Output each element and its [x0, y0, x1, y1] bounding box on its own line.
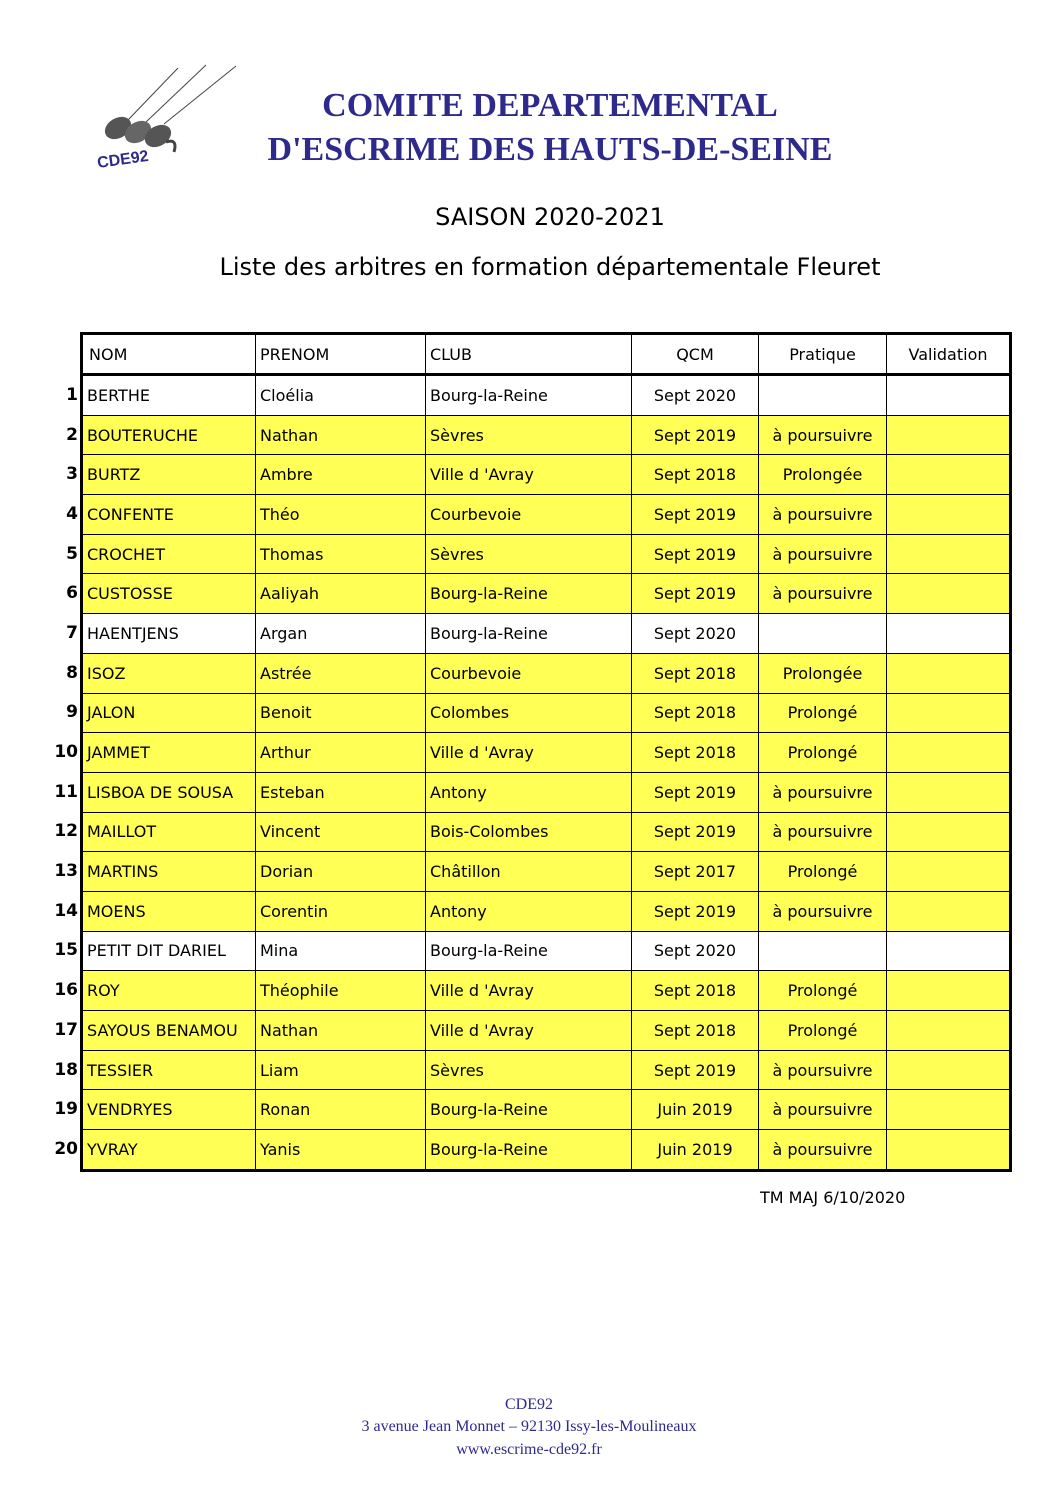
cell-nom: MARTINS	[83, 852, 255, 891]
cell-validation	[886, 1130, 1009, 1169]
row-number: 1	[66, 384, 78, 405]
referees-table	[80, 332, 1012, 1172]
org-title-line2: D'ESCRIME DES HAUTS-DE-SEINE	[267, 131, 833, 168]
cell-qcm: Sept 2020	[631, 614, 758, 653]
table-row	[83, 732, 1009, 772]
cell-club: Bourg-la-Reine	[425, 614, 631, 653]
cell-club: Ville d 'Avray	[425, 733, 631, 772]
table-row	[83, 1010, 1009, 1050]
cell-prenom: Benoit	[255, 694, 425, 733]
cell-club: Bourg-la-Reine	[425, 1130, 631, 1169]
cell-prenom: Ambre	[255, 455, 425, 494]
cell-pratique: à poursuivre	[758, 495, 886, 534]
cell-qcm: Sept 2019	[631, 416, 758, 455]
cell-qcm: Sept 2018	[631, 971, 758, 1010]
row-number: 15	[54, 940, 78, 961]
cell-club: Sèvres	[425, 416, 631, 455]
cell-prenom: Mina	[255, 932, 425, 971]
cell-nom: JAMMET	[83, 733, 255, 772]
cell-validation	[886, 1011, 1009, 1050]
cell-club: Bourg-la-Reine	[425, 574, 631, 613]
cell-qcm: Sept 2018	[631, 733, 758, 772]
cell-qcm: Sept 2019	[631, 495, 758, 534]
cell-validation	[886, 971, 1009, 1010]
cell-prenom: Arthur	[255, 733, 425, 772]
cell-nom: YVRAY	[83, 1130, 255, 1169]
cell-qcm: Sept 2018	[631, 455, 758, 494]
cell-club: Courbevoie	[425, 495, 631, 534]
row-number: 11	[54, 781, 78, 802]
row-number: 12	[54, 821, 78, 842]
row-number: 10	[54, 742, 78, 763]
column-header-pratique: Pratique	[758, 335, 886, 373]
cell-club: Bourg-la-Reine	[425, 1090, 631, 1129]
table-row	[83, 812, 1009, 852]
cell-prenom: Astrée	[255, 654, 425, 693]
cell-nom: ISOZ	[83, 654, 255, 693]
cell-pratique	[758, 376, 886, 415]
row-number: 4	[66, 503, 78, 524]
cell-qcm: Sept 2017	[631, 852, 758, 891]
cell-qcm: Sept 2019	[631, 1051, 758, 1090]
cell-validation	[886, 694, 1009, 733]
cell-nom: ROY	[83, 971, 255, 1010]
row-number: 14	[54, 900, 78, 921]
cell-prenom: Nathan	[255, 416, 425, 455]
cell-validation	[886, 495, 1009, 534]
cell-pratique: à poursuivre	[758, 1130, 886, 1169]
row-number: 9	[66, 702, 78, 723]
column-header-nom: NOM	[83, 335, 255, 373]
cell-pratique	[758, 614, 886, 653]
cell-nom: HAENTJENS	[83, 614, 255, 653]
cell-prenom: Vincent	[255, 813, 425, 852]
cell-qcm: Sept 2019	[631, 813, 758, 852]
cell-validation	[886, 654, 1009, 693]
cell-qcm: Sept 2019	[631, 535, 758, 574]
cell-validation	[886, 932, 1009, 971]
cell-prenom: Ronan	[255, 1090, 425, 1129]
row-number: 17	[54, 1019, 78, 1040]
row-number: 2	[66, 424, 78, 445]
org-title-line1: COMITE DEPARTEMENTAL	[322, 87, 778, 124]
row-number: 5	[66, 543, 78, 564]
cell-club: Bourg-la-Reine	[425, 376, 631, 415]
cell-club: Bourg-la-Reine	[425, 932, 631, 971]
column-header-club: CLUB	[425, 335, 631, 373]
table-row	[83, 415, 1009, 455]
cell-validation	[886, 455, 1009, 494]
cell-pratique: à poursuivre	[758, 574, 886, 613]
row-number: 20	[54, 1138, 78, 1159]
cell-nom: TESSIER	[83, 1051, 255, 1090]
table-row	[83, 1050, 1009, 1090]
cell-prenom: Argan	[255, 614, 425, 653]
table-row	[83, 1129, 1009, 1169]
cell-pratique: à poursuivre	[758, 892, 886, 931]
footer-website[interactable]: www.escrime-cde92.fr	[456, 1441, 602, 1458]
cell-qcm: Sept 2018	[631, 694, 758, 733]
cell-pratique: à poursuivre	[758, 1090, 886, 1129]
row-number: 6	[66, 583, 78, 604]
cell-nom: MAILLOT	[83, 813, 255, 852]
cell-nom: BERTHE	[83, 376, 255, 415]
row-number: 3	[66, 464, 78, 485]
column-header-prenom: PRENOM	[255, 335, 425, 373]
cell-qcm: Sept 2018	[631, 1011, 758, 1050]
cell-pratique: à poursuivre	[758, 1051, 886, 1090]
cell-nom: LISBOA DE SOUSA	[83, 773, 255, 812]
table-row	[83, 693, 1009, 733]
cell-prenom: Esteban	[255, 773, 425, 812]
cell-nom: BURTZ	[83, 455, 255, 494]
cell-qcm: Sept 2019	[631, 574, 758, 613]
cell-pratique: Prolongé	[758, 694, 886, 733]
cell-prenom: Nathan	[255, 1011, 425, 1050]
cell-club: Antony	[425, 892, 631, 931]
cell-nom: VENDRYES	[83, 1090, 255, 1129]
cell-club: Ville d 'Avray	[425, 971, 631, 1010]
cell-prenom: Dorian	[255, 852, 425, 891]
cell-pratique: à poursuivre	[758, 416, 886, 455]
cell-nom: PETIT DIT DARIEL	[83, 932, 255, 971]
cell-qcm: Sept 2020	[631, 932, 758, 971]
cell-validation	[886, 614, 1009, 653]
cell-club: Sèvres	[425, 535, 631, 574]
cell-club: Antony	[425, 773, 631, 812]
cell-prenom: Corentin	[255, 892, 425, 931]
table-row	[83, 573, 1009, 613]
cell-qcm: Sept 2019	[631, 892, 758, 931]
cell-validation	[886, 1090, 1009, 1129]
cell-club: Sèvres	[425, 1051, 631, 1090]
season-title: SAISON 2020-2021	[435, 203, 665, 231]
cell-club: Colombes	[425, 694, 631, 733]
table-row	[83, 931, 1009, 971]
cell-pratique: Prolongé	[758, 852, 886, 891]
cell-qcm: Juin 2019	[631, 1130, 758, 1169]
update-note: TM MAJ 6/10/2020	[760, 1188, 906, 1207]
cell-pratique: Prolongé	[758, 1011, 886, 1050]
cell-club: Châtillon	[425, 852, 631, 891]
cell-pratique: Prolongée	[758, 654, 886, 693]
table-row	[83, 534, 1009, 574]
cell-qcm: Sept 2018	[631, 654, 758, 693]
cell-nom: CONFENTE	[83, 495, 255, 534]
cell-validation	[886, 376, 1009, 415]
cell-pratique: Prolongée	[758, 455, 886, 494]
cell-nom: BOUTERUCHE	[83, 416, 255, 455]
cell-prenom: Théo	[255, 495, 425, 534]
cell-club: Ville d 'Avray	[425, 455, 631, 494]
row-number: 8	[66, 662, 78, 683]
cell-pratique: à poursuivre	[758, 773, 886, 812]
column-header-validation: Validation	[886, 335, 1009, 373]
footer-org: CDE92	[505, 1396, 553, 1413]
table-row	[83, 891, 1009, 931]
list-subtitle: Liste des arbitres en formation départementale Fleuret	[219, 253, 881, 281]
cell-nom: CROCHET	[83, 535, 255, 574]
cell-qcm: Sept 2020	[631, 376, 758, 415]
row-number: 13	[54, 861, 78, 882]
row-numbers	[40, 375, 78, 1169]
cell-prenom: Thomas	[255, 535, 425, 574]
row-number: 18	[54, 1059, 78, 1080]
cell-club: Bois-Colombes	[425, 813, 631, 852]
column-header-qcm: QCM	[631, 335, 758, 373]
cell-validation	[886, 733, 1009, 772]
table-row	[83, 613, 1009, 653]
cell-nom: MOENS	[83, 892, 255, 931]
cell-pratique	[758, 932, 886, 971]
cell-validation	[886, 892, 1009, 931]
row-number: 19	[54, 1099, 78, 1120]
cell-club: Ville d 'Avray	[425, 1011, 631, 1050]
cell-validation	[886, 416, 1009, 455]
cell-pratique: à poursuivre	[758, 813, 886, 852]
table-row	[83, 772, 1009, 812]
table-row	[83, 851, 1009, 891]
table-row	[83, 970, 1009, 1010]
cell-pratique: à poursuivre	[758, 535, 886, 574]
cell-qcm: Sept 2019	[631, 773, 758, 812]
cell-club: Courbevoie	[425, 654, 631, 693]
cell-prenom: Cloélia	[255, 376, 425, 415]
table-row	[83, 454, 1009, 494]
cell-validation	[886, 852, 1009, 891]
table-row	[83, 494, 1009, 534]
cell-nom: CUSTOSSE	[83, 574, 255, 613]
cell-validation	[886, 535, 1009, 574]
table-row	[83, 1089, 1009, 1129]
cell-validation	[886, 773, 1009, 812]
footer-address: 3 avenue Jean Monnet – 92130 Issy-les-Moulineaux	[361, 1418, 697, 1435]
cell-pratique: Prolongé	[758, 971, 886, 1010]
cell-validation	[886, 813, 1009, 852]
row-number: 7	[66, 622, 78, 643]
cell-nom: SAYOUS BENAMOU	[83, 1011, 255, 1050]
cell-qcm: Juin 2019	[631, 1090, 758, 1129]
row-number: 16	[54, 980, 78, 1001]
svg-text:CDE92: CDE92	[96, 147, 150, 172]
cell-prenom: Théophile	[255, 971, 425, 1010]
cell-prenom: Yanis	[255, 1130, 425, 1169]
cell-nom: JALON	[83, 694, 255, 733]
cell-validation	[886, 574, 1009, 613]
cell-pratique: Prolongé	[758, 733, 886, 772]
table-row	[83, 375, 1009, 415]
table-header-row	[83, 335, 1009, 375]
table-row	[83, 653, 1009, 693]
cell-validation	[886, 1051, 1009, 1090]
cell-prenom: Aaliyah	[255, 574, 425, 613]
cell-prenom: Liam	[255, 1051, 425, 1090]
